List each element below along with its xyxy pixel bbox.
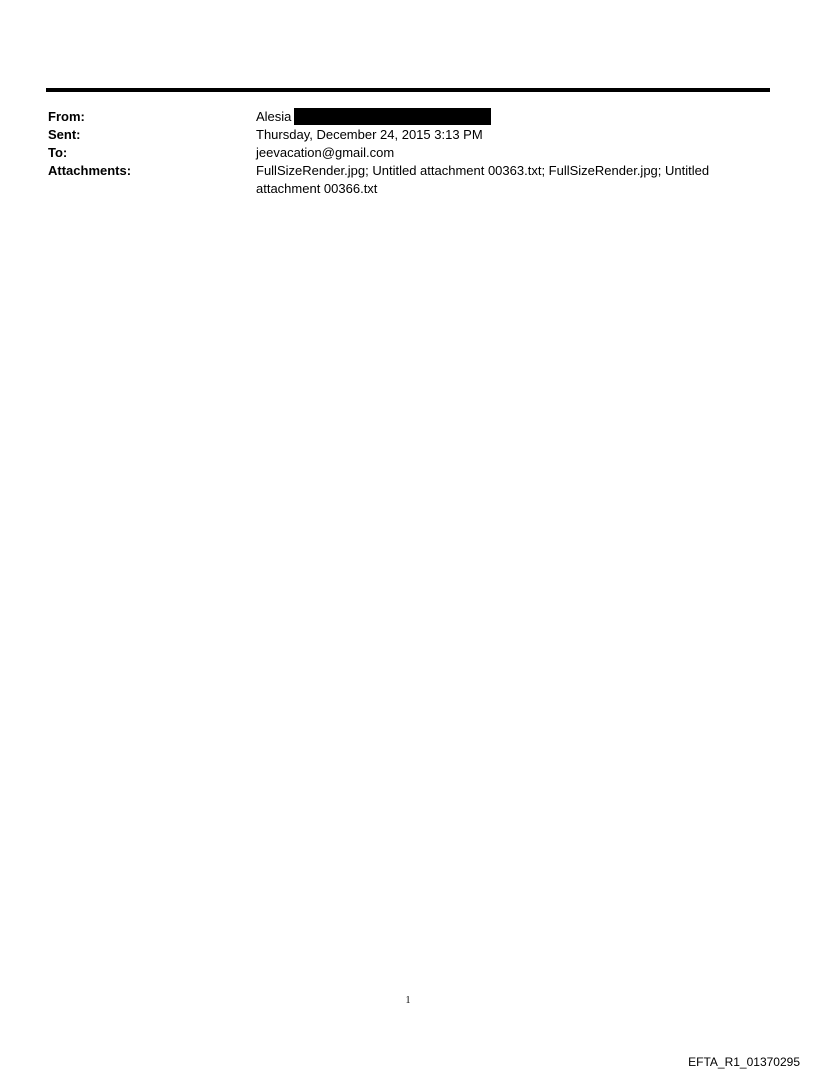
from-value-wrapper [256, 108, 736, 126]
to-value: jeevacation@gmail.com [256, 145, 395, 160]
document-id: EFTA_R1_01370295 [688, 1055, 800, 1069]
redaction-box [294, 108, 491, 125]
page-number: 1 [405, 995, 411, 1006]
sent-value: Thursday, December 24, 2015 3:13 PM [256, 127, 483, 142]
sent-label: Sent: [48, 127, 81, 142]
sent-row [48, 126, 770, 144]
to-label: To: [48, 145, 68, 160]
from-value: Alesia [256, 109, 292, 124]
attachments-label: Attachments: [48, 163, 132, 178]
to-row [48, 144, 770, 162]
attachments-row [48, 162, 770, 198]
from-row [48, 108, 770, 126]
email-header [48, 108, 770, 198]
header-divider [46, 88, 770, 92]
attachments-value: FullSizeRender.jpg; Untitled attachment 00363.txt; FullSizeRender.jpg; Untitled attachment 00366.txt [256, 163, 710, 196]
from-label: From: [48, 109, 85, 124]
